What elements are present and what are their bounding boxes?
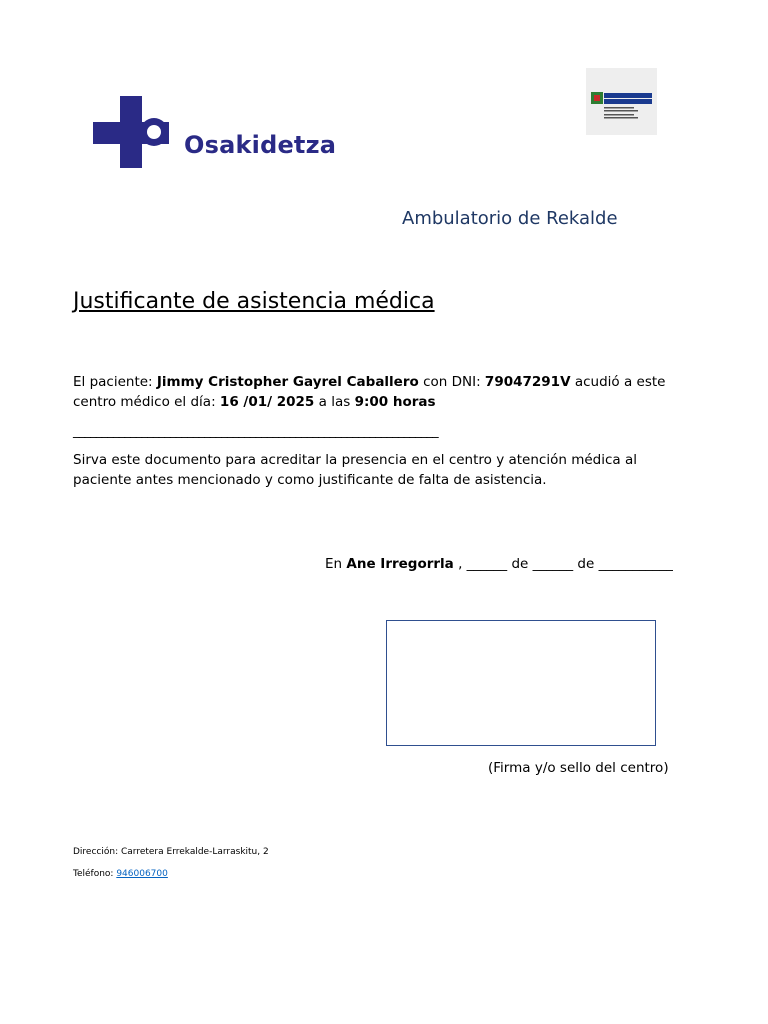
phone-link[interactable]: 946006700 xyxy=(116,869,168,879)
footer-address xyxy=(73,847,269,857)
place-name: Ane Irregorrla xyxy=(346,556,454,572)
patient-lead: El paciente: xyxy=(73,374,157,390)
place-date-line xyxy=(325,556,673,572)
date-blanks: , ______ de ______ de ___________ xyxy=(453,556,673,572)
dni-value: 79047291V xyxy=(484,374,571,390)
patient-name: Jimmy Cristopher Gayrel Caballero xyxy=(156,374,419,390)
basque-government-logo xyxy=(586,68,657,135)
place-prefix: En xyxy=(325,556,347,572)
footer-phone xyxy=(73,869,168,879)
signature-caption: (Firma y/o sello del centro) xyxy=(488,760,669,776)
dni-label: con DNI: xyxy=(418,374,485,390)
statement-paragraph: Sirva este documento para acreditar la presencia en el centro y atención médica al paciente antes mencionado y como justificante de falta de asistencia. xyxy=(73,452,637,488)
health-center-name: Ambulatorio de Rekalde xyxy=(402,208,618,229)
address-value: Carretera Errekalde-Larraskitu, 2 xyxy=(120,847,269,857)
osakidetza-logo-text: Osakidetza xyxy=(184,131,337,159)
attendance-date: 16 /01/ 2025 xyxy=(219,393,315,410)
signature-box xyxy=(386,620,656,746)
attendance-mid: acudió a este centro médico el día: xyxy=(73,374,666,410)
phone-label: Teléfono: xyxy=(73,869,117,879)
time-label: a las xyxy=(314,393,355,410)
address-label: Dirección: xyxy=(73,847,121,857)
document-title: Justificante de asistencia médica xyxy=(73,289,435,314)
separator-line: ________________________________________________________________ xyxy=(73,424,438,439)
attendance-paragraph xyxy=(73,373,673,412)
attendance-time: 9:00 horas xyxy=(354,393,436,410)
